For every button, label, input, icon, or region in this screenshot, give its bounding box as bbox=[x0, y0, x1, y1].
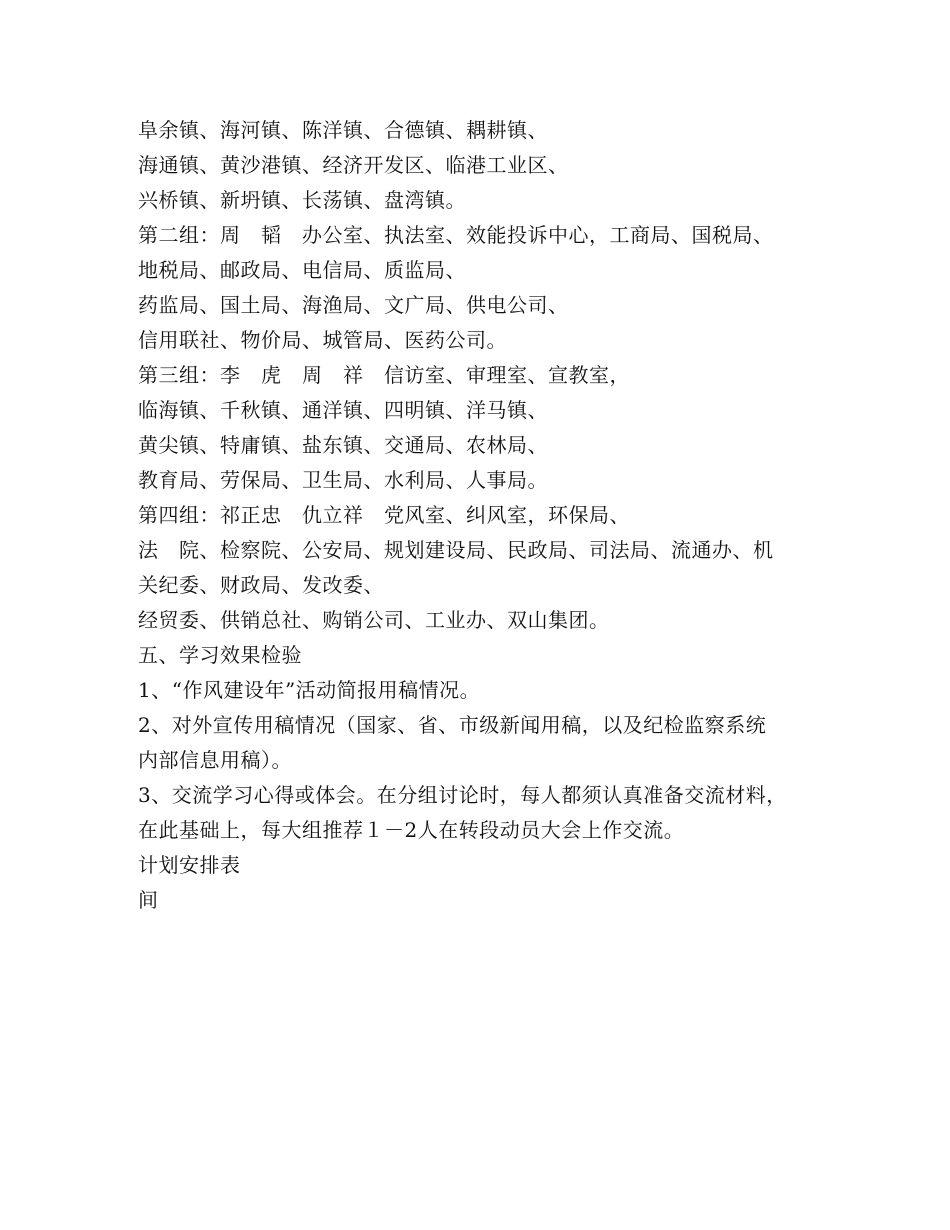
list-item-continuation: 内部信息用稿）。 bbox=[138, 748, 292, 772]
text-line: 关纪委、财政局、发改委、 bbox=[138, 573, 384, 597]
text-line: 法 院、检察院、公安局、规划建设局、民政局、司法局、流通办、机 bbox=[138, 538, 774, 562]
text-line: 地税局、邮政局、电信局、质监局、 bbox=[138, 258, 466, 282]
group-four-heading: 第四组：祁正忠 仇立祥 党风室、纠风室，环保局、 bbox=[138, 503, 630, 527]
text-line: 黄尖镇、特庸镇、盐东镇、交通局、农林局、 bbox=[138, 433, 548, 457]
list-item: 1、“作风建设年”活动简报用稿情况。 bbox=[138, 678, 481, 702]
text-line: 海通镇、黄沙港镇、经济开发区、临港工业区、 bbox=[138, 153, 569, 177]
group-two-heading: 第二组：周 韬 办公室、执法室、效能投诉中心，工商局、国税局、 bbox=[138, 223, 774, 247]
document-body bbox=[138, 113, 828, 918]
text-line: 阜余镇、海河镇、陈洋镇、合德镇、耦耕镇、 bbox=[138, 118, 548, 142]
text-line: 教育局、劳保局、卫生局、水利局、人事局。 bbox=[138, 468, 548, 492]
table-fragment: 间 bbox=[138, 888, 159, 912]
text-line: 经贸委、供销总社、购销公司、工业办、双山集团。 bbox=[138, 608, 610, 632]
section-five-heading: 五、学习效果检验 bbox=[138, 643, 302, 667]
text-line: 药监局、国土局、海渔局、文广局、供电公司、 bbox=[138, 293, 569, 317]
list-item-continuation: 在此基础上，每大组推荐１－2人在转段动员大会上作交流。 bbox=[138, 818, 685, 842]
text-line: 信用联社、物价局、城管局、医药公司。 bbox=[138, 328, 507, 352]
text-line: 临海镇、千秋镇、通洋镇、四明镇、洋马镇、 bbox=[138, 398, 548, 422]
list-item: 2、对外宣传用稿情况（国家、省、市级新闻用稿，以及纪检监察系统 bbox=[138, 713, 767, 737]
schedule-table-title: 计划安排表 bbox=[138, 853, 241, 877]
group-three-heading: 第三组：李 虎 周 祥 信访室、审理室、宣教室， bbox=[138, 363, 630, 387]
text-line: 兴桥镇、新坍镇、长荡镇、盘湾镇。 bbox=[138, 188, 466, 212]
list-item: 3、交流学习心得或体会。在分组讨论时，每人都须认真准备交流材料， bbox=[138, 783, 787, 807]
